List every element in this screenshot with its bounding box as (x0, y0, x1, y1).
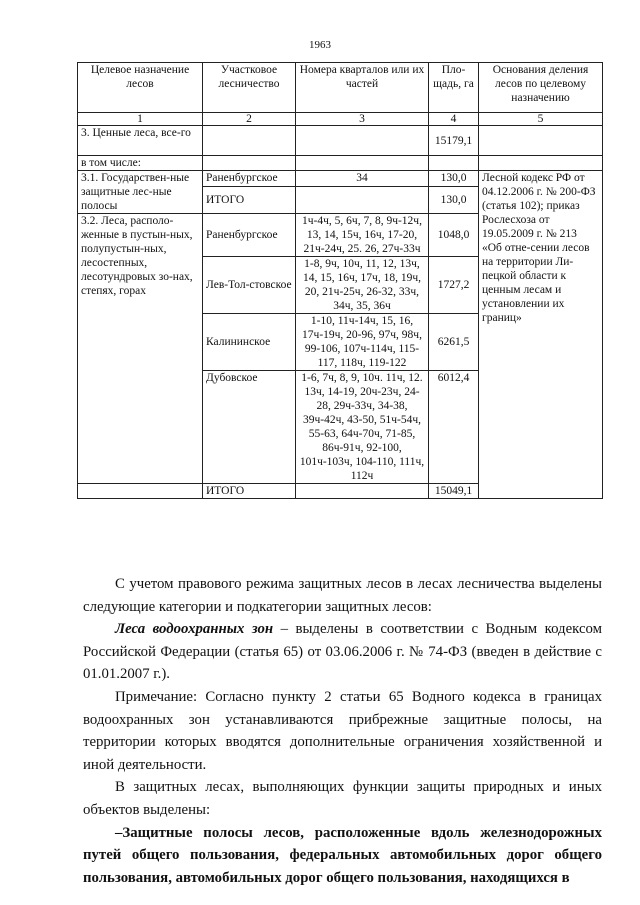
quarters-cell: 1-8, 9ч, 10ч, 11, 12, 13ч, 14, 15, 16ч, 17ч, 18, 19ч, 20, 21ч-25ч, 26-32, 33ч, 34ч, 35, 36ч (296, 257, 429, 314)
forestry-cell: Калининское (203, 314, 296, 371)
column-number: 1 (78, 113, 203, 126)
total-label: ИТОГО (203, 187, 296, 214)
forest-purpose-table (77, 62, 603, 499)
quarters-cell: 1-6, 7ч, 8, 9, 10ч. 11ч, 12. 13ч, 14-19, 20ч-23ч, 24-28, 29ч-33ч, 34-38, 39ч-42ч, 43-50, 51ч-54ч, 55-63, 64ч-70ч, 71-85, 86ч-91ч, 92-100, 101ч-103ч, 104-110, 111ч, 112ч (296, 371, 429, 484)
purpose-cell: 3.1. Государствен-ные защитные лес-ные полосы (78, 171, 203, 214)
quarters-cell: 1-10, 11ч-14ч, 15, 16, 17ч-19ч, 20-96, 97ч, 98ч, 99-106, 107ч-114ч, 115-117, 118ч, 119-122 (296, 314, 429, 371)
header-purpose: Целевое назначение лесов (78, 63, 203, 113)
area-cell: 1727,2 (429, 257, 479, 314)
total-label: ИТОГО (203, 484, 296, 499)
area-cell: 130,0 (429, 171, 479, 187)
header-forestry: Участковое лесничество (203, 63, 296, 113)
purpose-cell: 3. Ценные леса, все-го (78, 126, 203, 156)
table-row (78, 171, 603, 187)
paragraph: –Защитные полосы лесов, расположенные вдоль железнодорожных путей общего пользования, федеральных автомобильных дорог общего пользования, автомобильных дорог общего пользования, находящихся в (83, 824, 602, 886)
header-area: Пло-щадь, га (429, 63, 479, 113)
page-number: 1963 (309, 39, 331, 51)
area-cell: 130,0 (429, 187, 479, 214)
forestry-cell: Раненбургское (203, 171, 296, 187)
paragraph (83, 618, 602, 686)
quarters-cell: 1ч-4ч, 5, 6ч, 7, 8, 9ч-12ч, 13, 14, 15ч, 16ч, 17-20, 21ч-24ч, 25. 26, 27ч-33ч (296, 214, 429, 257)
area-cell: 15049,1 (429, 484, 479, 499)
area-cell: 6012,4 (429, 371, 479, 484)
water-protection-term: Леса водоохранных зон (115, 621, 274, 638)
header-basis: Основания деления лесов по целевому назначению (479, 63, 603, 113)
including-label: в том числе: (78, 156, 203, 171)
body-text (83, 573, 602, 889)
column-number: 2 (203, 113, 296, 126)
basis-cell: Лесной кодекс РФ от 04.12.2006 г. № 200-ФЗ (статья 102); приказ Рослесхоза от 19.05.2009 г. № 213 «Об отне-сении лесов на территории Ли-пецкой области к ценным лесам и установлении их границ» (479, 171, 603, 499)
table-row (78, 156, 603, 171)
paragraph: С учетом правового режима защитных лесов в лесах лесничества выделены следующие категории и подкатегории защитных лесов: (83, 576, 602, 615)
paragraph-text: – выделены в соответствии с Водным кодексом Российской Федерации (статья 65) от 03.06.2006 г. № 74-ФЗ (введен в действие с 01.01.2007 г.). (83, 621, 603, 683)
purpose-cell: 3.2. Леса, располо-женные в пустын-ных, полупустын-ных, лесостепных, лесотундровых зо-нах, степях, горах (78, 214, 203, 484)
quarters-cell: 34 (296, 171, 429, 187)
forestry-cell: Лев-Тол-стовское (203, 257, 296, 314)
column-number: 4 (429, 113, 479, 126)
table-row (78, 126, 603, 156)
paragraph: В защитных лесах, выполняющих функции защиты природных и иных объектов выделены: (83, 779, 602, 818)
column-number: 3 (296, 113, 429, 126)
area-cell: 6261,5 (429, 314, 479, 371)
forestry-cell: Дубовское (203, 371, 296, 484)
table-header-row (78, 63, 603, 113)
note-paragraph: Примечание: Согласно пункту 2 статьи 65 Водного кодекса в границах водоохранных зон устанавливаются прибрежные защитные полосы, на территории которых вводятся дополнительные ограничения хозяйственной и иной деятельности. (83, 688, 602, 773)
column-number: 5 (479, 113, 603, 126)
area-cell: 1048,0 (429, 214, 479, 257)
header-quarters: Номера кварталов или их частей (296, 63, 429, 113)
forestry-cell: Раненбургское (203, 214, 296, 257)
column-number-row (78, 113, 603, 126)
area-cell: 15179,1 (429, 126, 479, 156)
